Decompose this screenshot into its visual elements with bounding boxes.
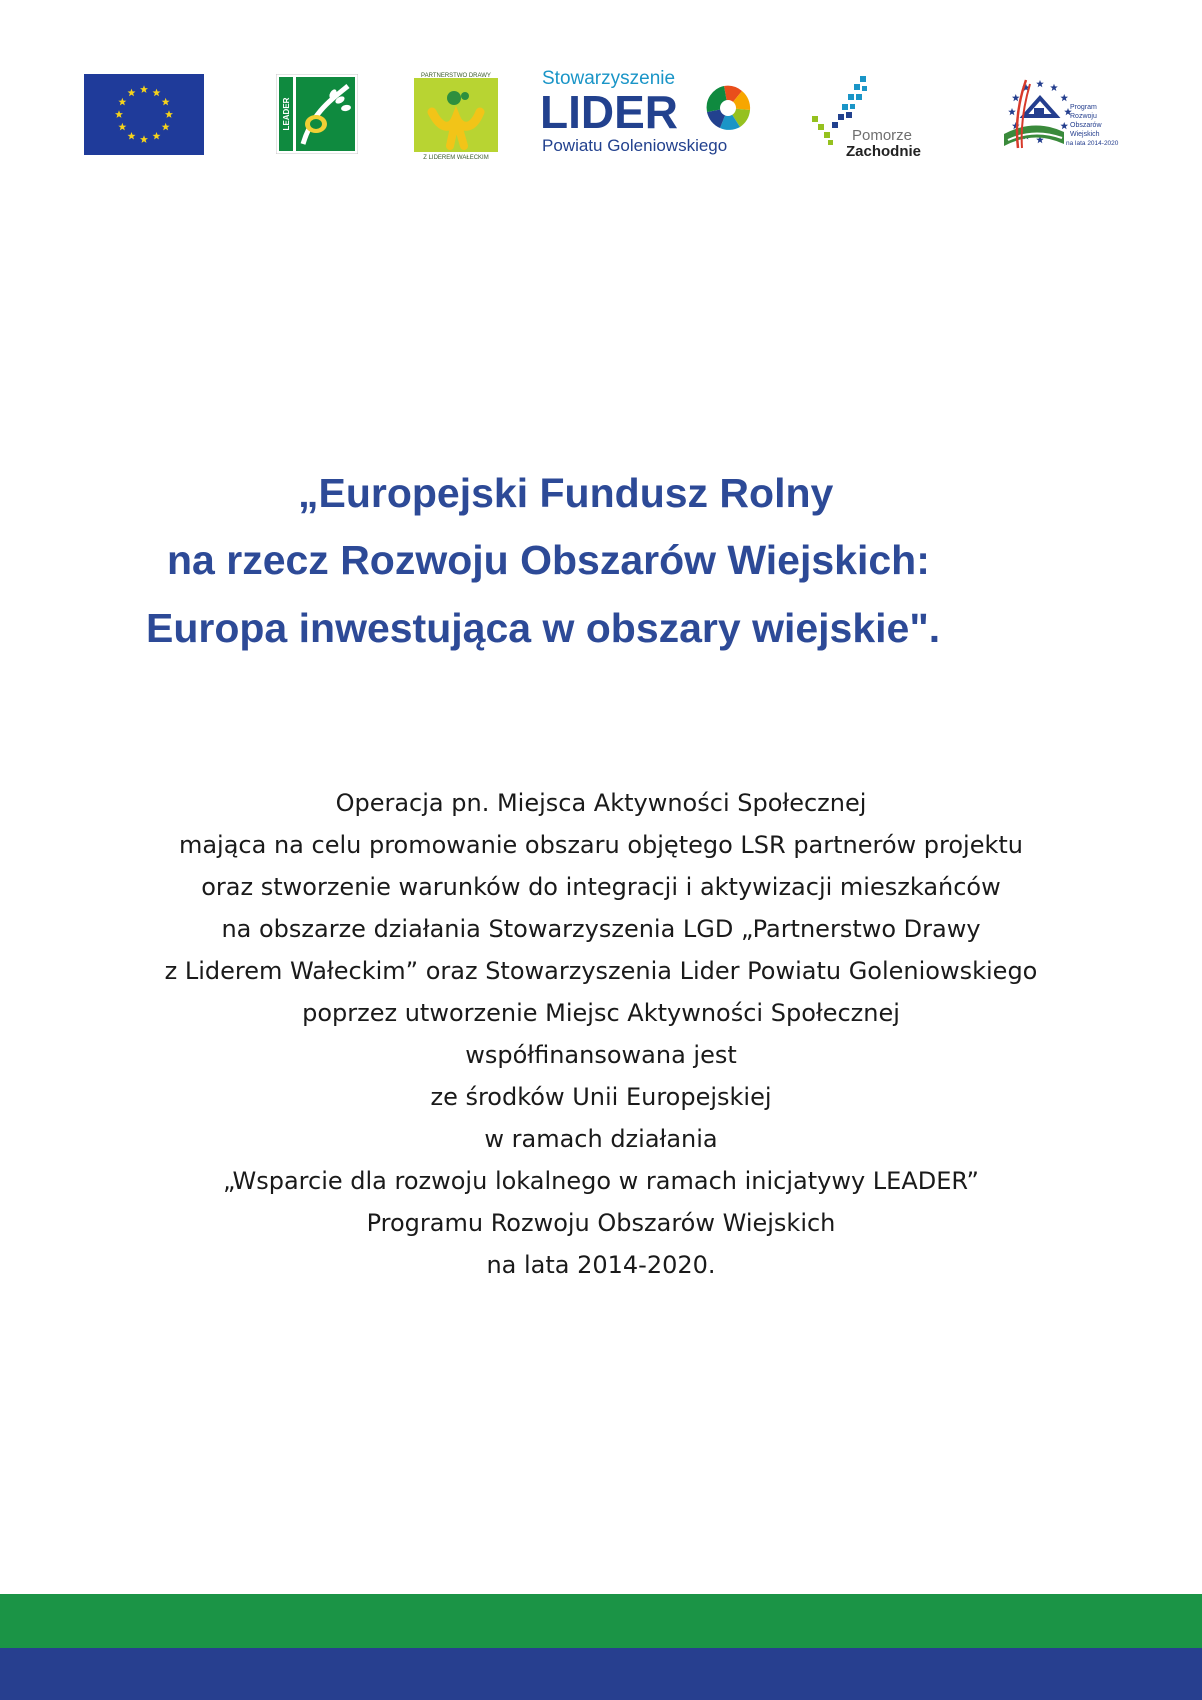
prow-star-icon <box>1008 108 1016 115</box>
lider-logo-icon <box>540 66 760 158</box>
body-line-9: w ramach działania <box>484 1125 718 1153</box>
partnerstwo-drawy-logo-icon <box>414 72 498 160</box>
body-line-8: ze środków Unii Europejskiej <box>430 1083 772 1111</box>
body-line-3: oraz stworzenie warunków do integracji i aktywizacji mieszkańców <box>201 873 1001 901</box>
partnerstwo-drawy-logo <box>414 72 498 160</box>
body-line-7: współfinansowana jest <box>465 1041 737 1069</box>
leader-logo-text: LEADER <box>282 97 291 131</box>
prow-logo <box>994 74 1124 160</box>
lider-logo-line3: Powiatu Goleniowskiego <box>542 136 728 155</box>
leader-logo-icon <box>276 74 358 154</box>
pomorze-line1: Pomorze <box>852 127 913 144</box>
prow-line4: Wiejskich <box>1070 131 1100 138</box>
body-line-11: Programu Rozwoju Obszarów Wiejskich <box>366 1209 836 1237</box>
prow-star-icon <box>1060 94 1068 101</box>
body-line-6: poprzez utworzenie Miejsc Aktywności Społecznej <box>302 999 900 1027</box>
eu-flag-icon <box>84 74 204 155</box>
prow-line1: Program <box>1070 104 1097 111</box>
body-line-2: mająca na celu promowanie obszaru objętego LSR partnerów projektu <box>178 831 1024 859</box>
prow-star-icon <box>1050 84 1058 91</box>
prow-logo-icon <box>994 74 1124 160</box>
operation-description <box>0 782 1202 1286</box>
body-line-5: z Liderem Wałeckim” oraz Stowarzyszenia Lider Powiatu Goleniowskiego <box>164 957 1038 985</box>
heading-line-1: „Europejski Fundusz Rolny <box>298 470 834 516</box>
prow-line3: Obszarów <box>1070 122 1102 129</box>
prow-star-icon <box>1012 94 1020 101</box>
partnerstwo-drawy-bottom-text: Z LIDEREM WAŁECKIM <box>423 155 489 160</box>
body-line-10: „Wsparcie dla rozwoju lokalnego w ramach inicjatywy LEADER” <box>223 1167 979 1195</box>
lider-logo-line2: LIDER <box>540 86 678 138</box>
pomorze-line2: Zachodnie <box>846 143 922 160</box>
heading-line-2: na rzecz Rozwoju Obszarów Wiejskich: <box>167 537 930 583</box>
prow-star-icon <box>1036 80 1044 87</box>
eu-flag-logo <box>84 74 204 155</box>
leader-logo <box>276 74 358 154</box>
pomorze-zachodnie-logo <box>810 72 930 160</box>
body-line-12: na lata 2014-2020. <box>486 1251 716 1279</box>
lider-logo <box>540 66 760 158</box>
heading-line-3: Europa inwestująca w obszary wiejskie". <box>146 605 941 651</box>
pomorze-zachodnie-logo-icon <box>810 72 930 160</box>
partnerstwo-drawy-top-text: PARTNERSTWO DRAWY <box>421 73 491 79</box>
prow-line2: Rozwoju <box>1070 113 1097 120</box>
body-line-1: Operacja pn. Miejsca Aktywności Społecznej <box>335 789 867 817</box>
prow-line5: na lata 2014-2020 <box>1066 140 1119 147</box>
footer-band-blue <box>0 1648 1202 1700</box>
lider-logo-line1: Stowarzyszenie <box>542 68 676 89</box>
prow-star-icon <box>1060 122 1068 129</box>
footer-band-green <box>0 1594 1202 1648</box>
body-line-4: na obszarze działania Stowarzyszenia LGD „Partnerstwo Drawy <box>221 915 981 943</box>
